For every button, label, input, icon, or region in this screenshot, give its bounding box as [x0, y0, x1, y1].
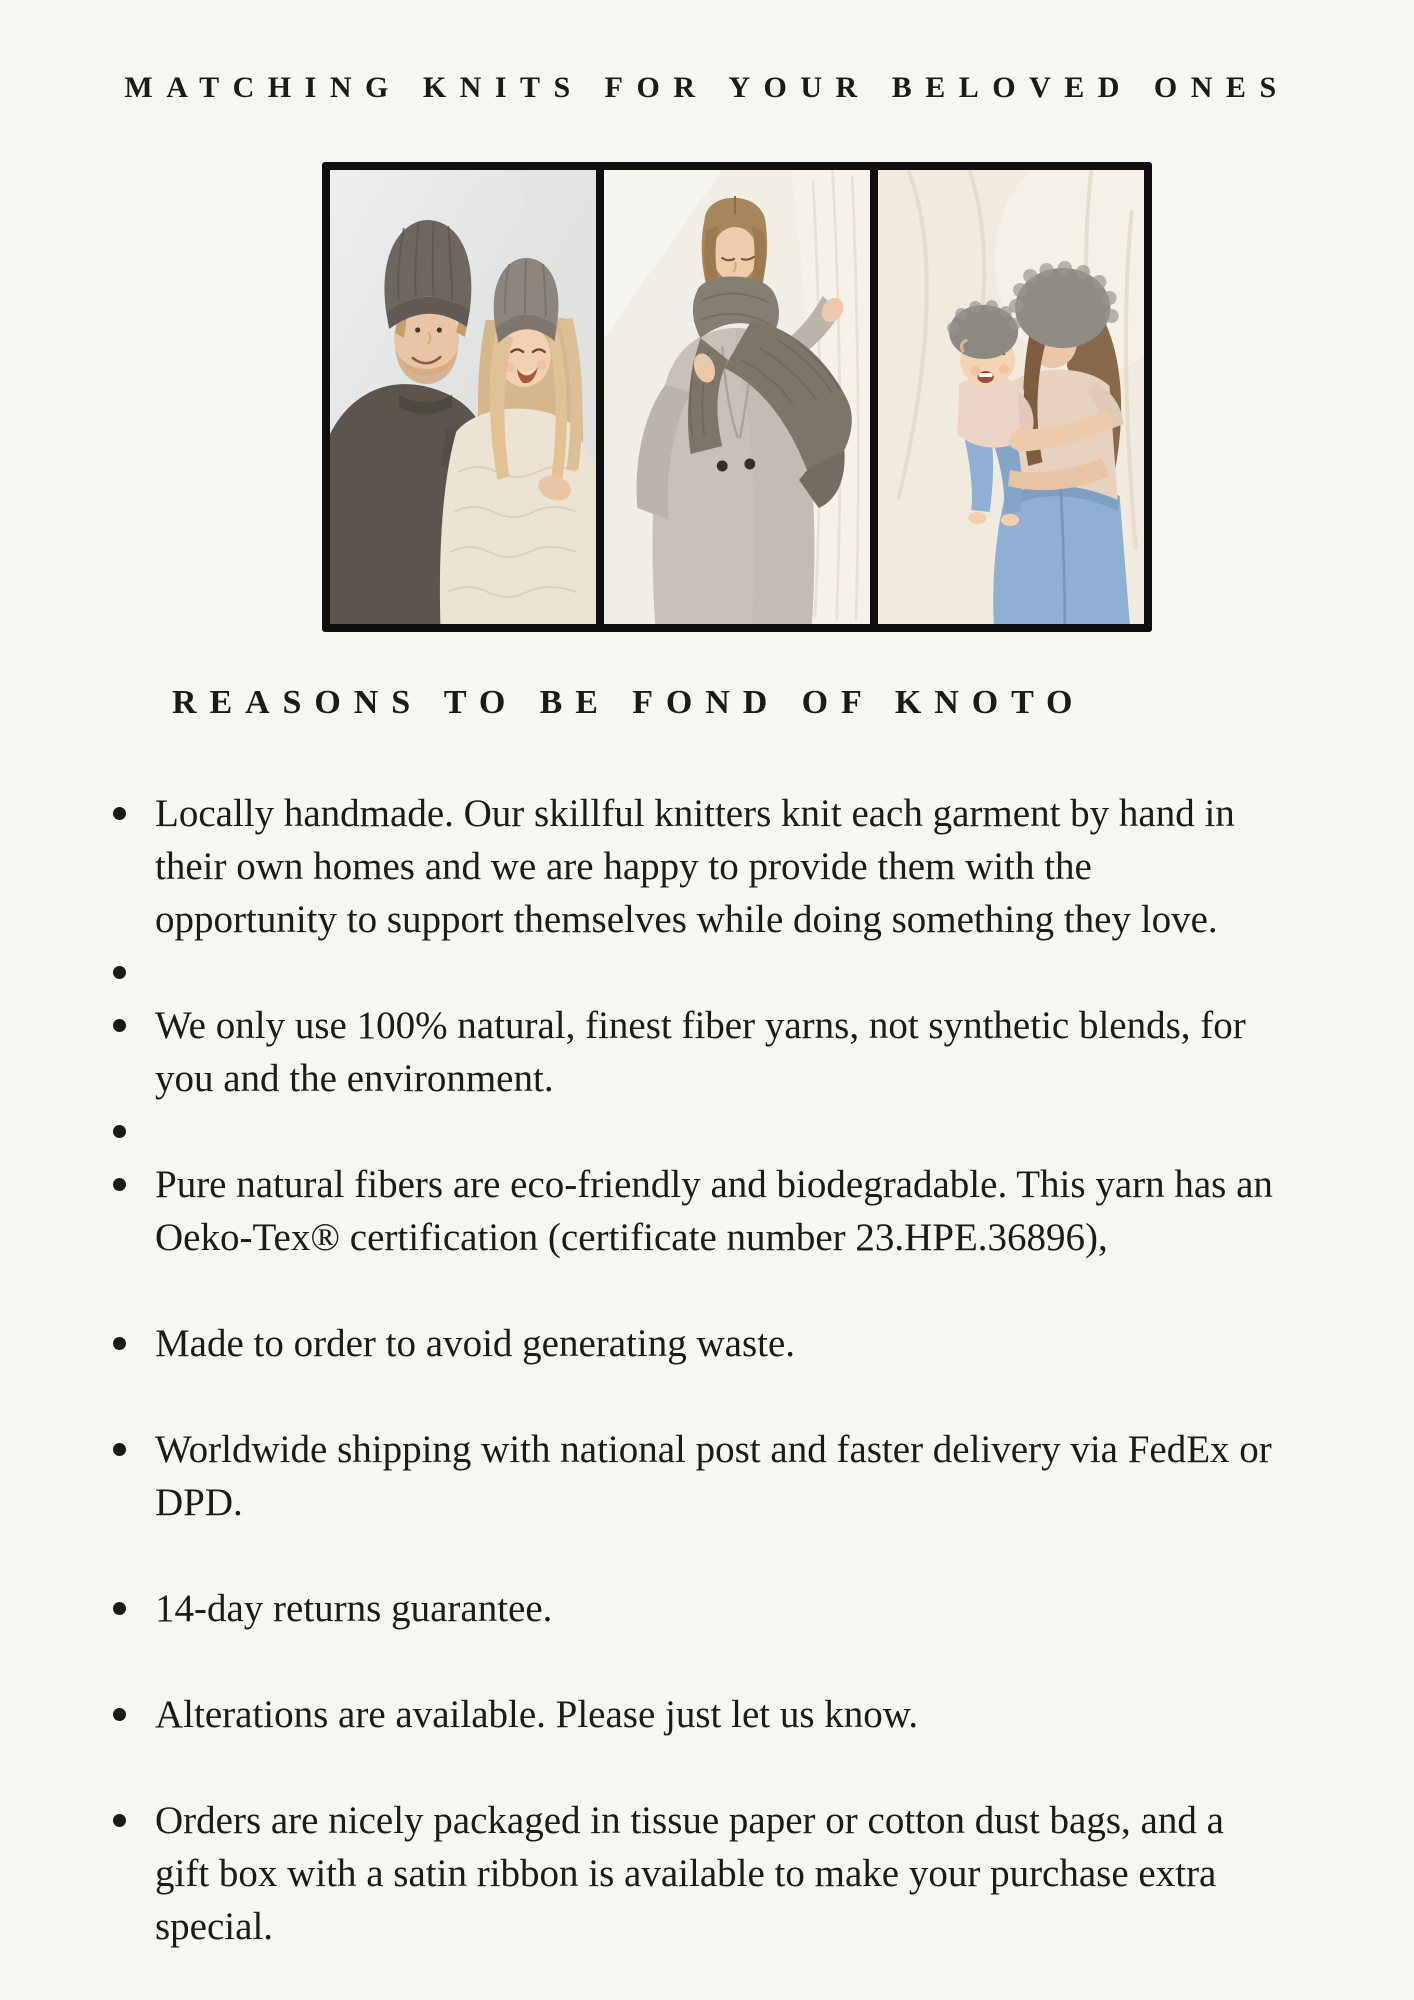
list-item-line: Oeko-Tex® certification (certificate number 23.HPE.36896),: [155, 1216, 1108, 1259]
list-item: [0, 1423, 1414, 1529]
reasons-list: [0, 787, 1414, 1953]
photo-mother-and-toddler-beanies: [878, 170, 1144, 624]
list-item-empty: [0, 946, 1414, 999]
list-item-line: opportunity to support themselves while doing something they love.: [155, 898, 1218, 941]
list-item-text: [155, 1158, 1273, 1264]
list-item: [0, 1158, 1414, 1264]
list-item-text: [155, 999, 1246, 1105]
bullet-dot: [113, 1602, 126, 1615]
list-item-line: Pure natural fibers are eco-friendly and biodegradable. This yarn has an: [155, 1163, 1273, 1206]
list-item-text: [155, 1688, 918, 1741]
photo-woman-chunky-scarf: [604, 170, 870, 624]
list-item-line: Locally handmade. Our skillful knitters knit each garment by hand in: [155, 792, 1235, 835]
list-item-text: [155, 1582, 552, 1635]
list-item: [0, 1317, 1414, 1370]
bullet-dot: [113, 1178, 126, 1191]
photo-couple-matching-beanies: [330, 170, 596, 624]
list-item-line: We only use 100% natural, finest fiber yarns, not synthetic blends, for: [155, 1004, 1246, 1047]
bullet-dot: [113, 1019, 126, 1032]
list-item-line: Alterations are available. Please just let us know.: [155, 1693, 919, 1736]
bullet-dot: [113, 966, 126, 979]
list-item-line: DPD.: [155, 1481, 243, 1524]
list-item-line: their own homes and we are happy to provide them with the: [155, 845, 1092, 888]
list-item-line: Worldwide shipping with national post and faster delivery via FedEx or: [155, 1428, 1272, 1471]
list-item: [0, 1794, 1414, 1953]
bullet-dot: [113, 1814, 126, 1827]
list-item: [0, 787, 1414, 946]
list-item-text: [155, 1794, 1224, 1953]
list-item-line: gift box with a satin ribbon is available to make your purchase extra: [155, 1852, 1217, 1895]
list-item-text: [155, 1423, 1272, 1529]
list-item-line: 14-day returns guarantee.: [155, 1587, 553, 1630]
list-item: [0, 1582, 1414, 1635]
bullet-dot: [113, 1443, 126, 1456]
list-item-line: Orders are nicely packaged in tissue paper or cotton dust bags, and a: [155, 1799, 1224, 1842]
list-item: [0, 999, 1414, 1105]
bullet-dot: [113, 1125, 126, 1138]
bullet-dot: [113, 1708, 126, 1721]
bullet-dot: [113, 807, 126, 820]
list-item-text: [155, 1317, 795, 1370]
photo-collage: [322, 162, 1152, 632]
bullet-dot: [113, 1337, 126, 1350]
page-title: MATCHING KNITS FOR YOUR BELOVED ONES: [124, 71, 1290, 104]
section-heading: REASONS TO BE FOND OF KNOTO: [172, 684, 1086, 721]
list-item-line: Made to order to avoid generating waste.: [155, 1322, 796, 1365]
list-item-line: you and the environment.: [155, 1057, 554, 1100]
list-item: [0, 1688, 1414, 1741]
list-item-text: [155, 787, 1235, 946]
list-item-empty: [0, 1105, 1414, 1158]
list-item-line: special.: [155, 1905, 274, 1948]
